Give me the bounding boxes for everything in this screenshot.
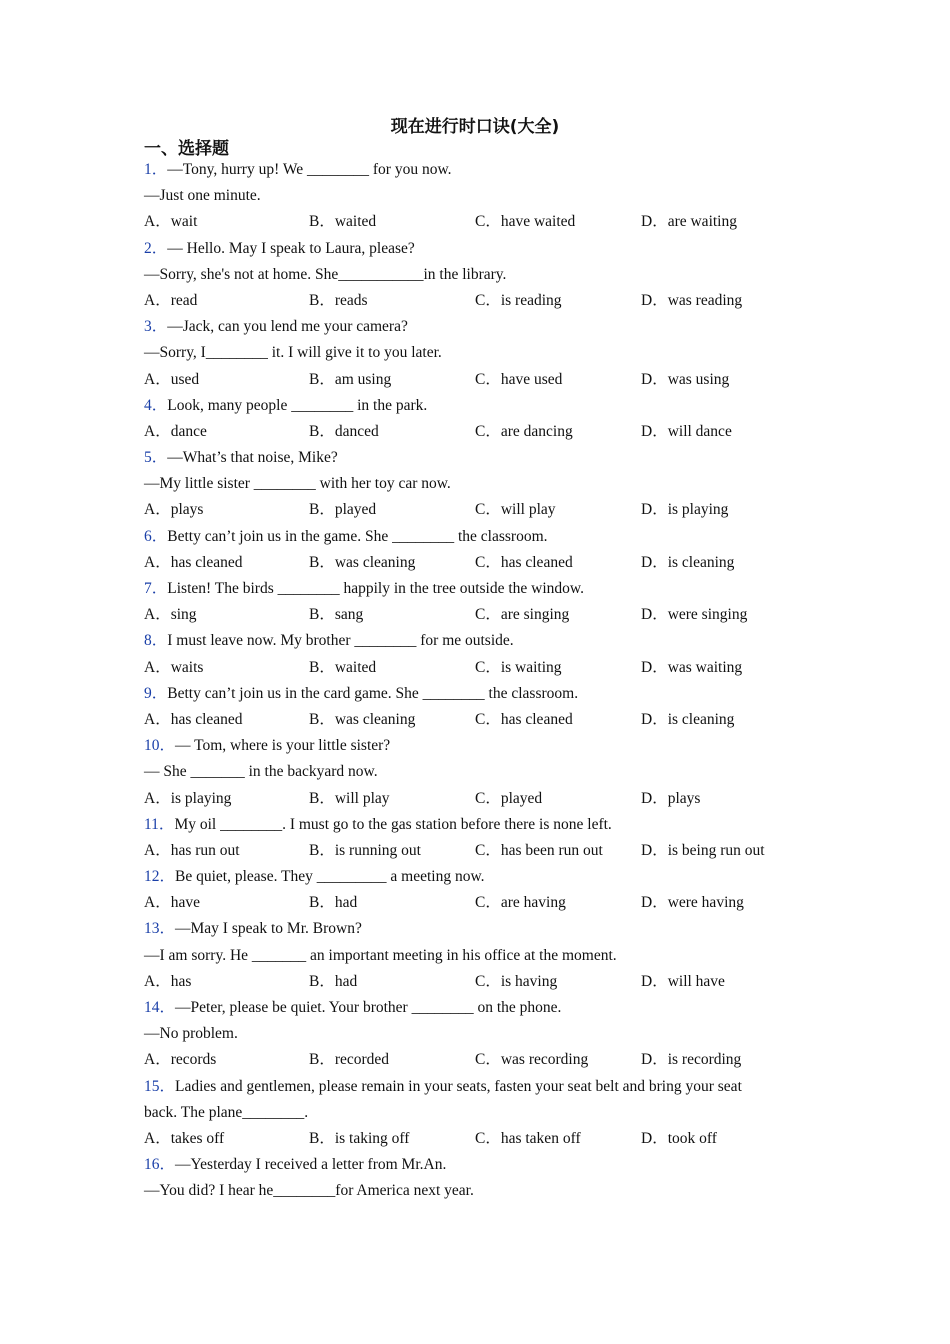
question-stem	[144, 1074, 804, 1100]
option-d[interactable]: D．is cleaning	[641, 710, 735, 728]
question-continuation: —Sorry, I________ it. I will give it to you later.	[144, 344, 442, 362]
option-b[interactable]: B．had	[309, 894, 358, 912]
option-a[interactable]: A．read	[144, 291, 198, 309]
question-text: —Peter, please be quiet. Your brother ________ on the phone.	[175, 999, 562, 1016]
option-d[interactable]: D．will dance	[641, 422, 732, 440]
answer-options	[144, 838, 804, 864]
option-b[interactable]: B．was cleaning	[309, 553, 416, 571]
option-c[interactable]: C．is having	[475, 972, 558, 990]
option-b[interactable]: B．had	[309, 972, 358, 990]
option-c[interactable]: C．are singing	[475, 606, 570, 624]
question-item	[144, 157, 804, 236]
option-a[interactable]: A．wait	[144, 213, 198, 231]
answer-options	[144, 655, 804, 681]
option-b[interactable]: B．played	[309, 501, 377, 519]
option-c[interactable]: C．has taken off	[475, 1129, 581, 1147]
option-d[interactable]: D．were having	[641, 894, 744, 912]
answer-options	[144, 367, 804, 393]
question-text: I must leave now. My brother ________ for me outside.	[167, 632, 514, 650]
question-stem	[144, 812, 804, 838]
answer-options	[144, 497, 804, 523]
option-c[interactable]: C．will play	[475, 501, 556, 519]
question-text: —Tony, hurry up! We ________ for you now.	[167, 161, 452, 178]
answer-options	[144, 209, 804, 235]
option-b[interactable]: B．recorded	[309, 1051, 390, 1069]
question-stem	[144, 576, 804, 602]
question-item	[144, 733, 804, 812]
option-d[interactable]: D．is recording	[641, 1051, 742, 1069]
option-b[interactable]: B．sang	[309, 606, 364, 624]
option-d[interactable]: D．will have	[641, 972, 725, 990]
option-c[interactable]: C．is waiting	[475, 658, 562, 676]
question-stem	[144, 1152, 804, 1178]
question-text: —Yesterday I received a letter from Mr.An.	[175, 1156, 447, 1174]
question-number: 16．	[144, 1156, 176, 1174]
option-c[interactable]: C．has cleaned	[475, 553, 573, 571]
question-text: Betty can’t join us in the card game. She ________ the classroom.	[167, 684, 579, 702]
question-number: 13．	[144, 920, 176, 938]
question-text: My oil ________. I must go to the gas station before there is none left.	[174, 815, 612, 833]
option-c[interactable]: C．played	[475, 789, 543, 807]
option-c[interactable]: C．have waited	[475, 213, 576, 231]
section-heading: 一、选择题	[144, 139, 229, 159]
option-c[interactable]: C．are having	[475, 894, 566, 912]
option-c[interactable]: C．are dancing	[475, 422, 573, 440]
question-item	[144, 812, 804, 864]
answer-options	[144, 890, 804, 916]
question-number: 6．	[144, 527, 168, 545]
question-number: 7．	[144, 580, 168, 597]
question-item	[144, 628, 804, 680]
question-number: 5．	[144, 449, 168, 467]
question-text: Listen! The birds ________ happily in the tree outside the window.	[167, 580, 584, 597]
question-number: 14．	[144, 999, 176, 1016]
question-list	[144, 157, 804, 1205]
option-b[interactable]: B．reads	[309, 291, 368, 309]
option-d[interactable]: D．is cleaning	[641, 553, 735, 571]
question-item	[144, 681, 804, 733]
question-stem	[144, 157, 804, 183]
question-text: —What’s that noise, Mike?	[167, 449, 338, 467]
question-item	[144, 1074, 804, 1153]
question-continuation: —Sorry, she's not at home. She___________in the library.	[144, 265, 507, 283]
answer-options	[144, 602, 804, 628]
option-a[interactable]: A．dance	[144, 422, 207, 440]
question-continuation: —Just one minute.	[144, 187, 261, 205]
option-c[interactable]: C．have used	[475, 370, 563, 388]
question-item	[144, 314, 804, 393]
question-text: Ladies and gentlemen, please remain in your seats, fasten your seat belt and bring your seat	[175, 1077, 742, 1095]
answer-options	[144, 288, 804, 314]
question-item	[144, 524, 804, 576]
answer-options	[144, 1126, 804, 1152]
question-text: Betty can’t join us in the game. She ________ the classroom.	[167, 527, 548, 545]
question-item	[144, 393, 804, 445]
option-a[interactable]: A．has cleaned	[144, 710, 243, 728]
option-d[interactable]: D．is being run out	[641, 841, 765, 859]
question-text: — Tom, where is your little sister?	[175, 737, 391, 755]
option-b[interactable]: B．am using	[309, 370, 392, 388]
option-d[interactable]: D．plays	[641, 789, 701, 807]
option-b[interactable]: B．will play	[309, 789, 390, 807]
question-continuation: —My little sister ________ with her toy car now.	[144, 475, 451, 493]
option-c[interactable]: C．has cleaned	[475, 710, 573, 728]
question-number: 9．	[144, 684, 168, 702]
question-stem	[144, 733, 804, 759]
question-stem	[144, 524, 804, 550]
answer-options	[144, 1047, 804, 1073]
option-b[interactable]: B．is running out	[309, 841, 421, 859]
question-number: 2．	[144, 239, 168, 257]
option-d[interactable]: D．took off	[641, 1129, 717, 1147]
question-number: 4．	[144, 396, 168, 414]
option-a[interactable]: A．has	[144, 972, 192, 990]
question-number: 12．	[144, 868, 176, 886]
question-item	[144, 1152, 804, 1204]
answer-options	[144, 707, 804, 733]
option-a[interactable]: A．records	[144, 1051, 217, 1069]
question-text: Be quiet, please. They _________ a meeting now.	[175, 868, 485, 886]
option-d[interactable]: D．was reading	[641, 291, 743, 309]
option-a[interactable]: A．has cleaned	[144, 553, 243, 571]
question-number: 10．	[144, 737, 176, 755]
option-a[interactable]: A．have	[144, 894, 200, 912]
document-title: 现在进行时口诀(大全)	[390, 117, 560, 137]
question-stem	[144, 628, 804, 654]
answer-options	[144, 419, 804, 445]
question-number: 8．	[144, 632, 168, 650]
question-number: 11．	[144, 815, 175, 833]
question-item	[144, 995, 804, 1074]
option-a[interactable]: A．plays	[144, 501, 204, 519]
option-d[interactable]: D．was using	[641, 370, 730, 388]
question-stem	[144, 681, 804, 707]
option-b[interactable]: B．was cleaning	[309, 710, 416, 728]
option-a[interactable]: A．has run out	[144, 841, 240, 859]
answer-options	[144, 786, 804, 812]
option-c[interactable]: C．was recording	[475, 1051, 589, 1069]
question-text: — Hello. May I speak to Laura, please?	[167, 239, 415, 257]
question-item	[144, 576, 804, 628]
option-a[interactable]: A．is playing	[144, 789, 232, 807]
option-b[interactable]: B．is taking off	[309, 1129, 410, 1147]
question-stem	[144, 393, 804, 419]
question-item	[144, 236, 804, 315]
question-stem	[144, 236, 804, 262]
question-number: 3．	[144, 318, 168, 336]
question-continuation: —No problem.	[144, 1025, 238, 1043]
option-d[interactable]: D．are waiting	[641, 213, 737, 231]
question-stem	[144, 864, 804, 890]
question-item	[144, 916, 804, 995]
answer-options	[144, 969, 804, 995]
option-a[interactable]: A．sing	[144, 606, 197, 624]
option-d[interactable]: D．is playing	[641, 501, 729, 519]
option-a[interactable]: A．takes off	[144, 1129, 225, 1147]
option-b[interactable]: B．waited	[309, 658, 377, 676]
option-b[interactable]: B．danced	[309, 422, 379, 440]
option-c[interactable]: C．has been run out	[475, 841, 603, 859]
question-text: —Jack, can you lend me your camera?	[167, 318, 408, 336]
answer-options	[144, 550, 804, 576]
question-number: 1．	[144, 161, 168, 178]
question-text: Look, many people ________ in the park.	[167, 396, 428, 414]
question-stem	[144, 314, 804, 340]
question-item	[144, 445, 804, 524]
question-text: —May I speak to Mr. Brown?	[175, 920, 362, 938]
question-continuation: —I am sorry. He _______ an important meeting in his office at the moment.	[144, 946, 617, 964]
option-d[interactable]: D．were singing	[641, 606, 748, 624]
question-stem	[144, 445, 804, 471]
question-stem	[144, 995, 804, 1021]
question-item	[144, 864, 804, 916]
option-a[interactable]: A．waits	[144, 658, 204, 676]
question-continuation: back. The plane________.	[144, 1103, 309, 1121]
option-d[interactable]: D．was waiting	[641, 658, 743, 676]
option-b[interactable]: B．waited	[309, 213, 377, 231]
option-a[interactable]: A．used	[144, 370, 200, 388]
question-stem	[144, 916, 804, 942]
question-number: 15．	[144, 1077, 176, 1095]
question-continuation: — She _______ in the backyard now.	[144, 763, 378, 781]
option-c[interactable]: C．is reading	[475, 291, 562, 309]
question-continuation: —You did? I hear he________for America next year.	[144, 1182, 474, 1200]
